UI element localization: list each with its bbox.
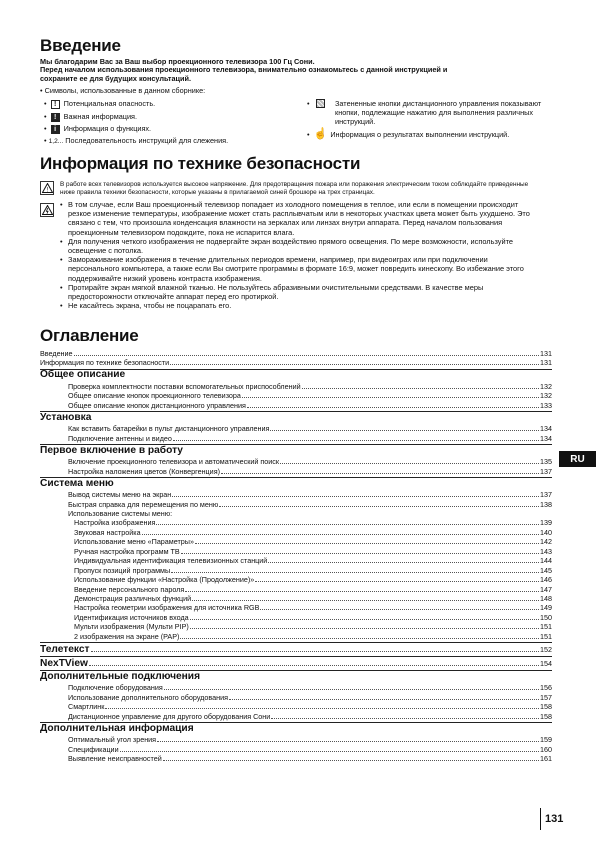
toc-section-title: Телетекст [40,643,90,655]
toc-page-number: 145 [540,565,552,575]
toc-entry-label: Подключение антенны и видео [68,433,172,443]
toc-entry[interactable] [74,547,552,556]
toc-entry[interactable] [68,457,552,466]
symbol-item-info: • i Информация о функциях. [44,124,152,133]
dot-leader [173,434,539,441]
symbol-item-danger: • ! Потенциальная опасность. [44,99,156,108]
toc-entry-label: Подключение оборудования [68,683,163,693]
page-number-divider [540,808,541,830]
dot-leader [190,613,539,620]
toc-section-title: Дополнительные подключения [40,670,201,682]
intro-line-2: Перед началом использования проекционного телевизора, внимательно ознакомьтесь с данной инструкцией и [40,65,448,75]
list-item: • Для получения четкого изображения не подвергайте экран воздействию прямого освещения. По мере возможности, используйте освещение с потолка. [60,236,513,256]
dot-leader [271,712,539,719]
toc-entry[interactable] [74,613,552,622]
toc-entry-label: Использование функции «Настройка (Продолжение)» [74,575,255,585]
dot-leader [105,702,539,709]
toc-page-number: 151 [540,631,552,641]
dot-leader [190,622,539,629]
toc-page-number: 138 [540,499,552,509]
dot-leader [157,735,539,742]
toc-section-entry[interactable] [40,657,552,669]
dot-leader [89,657,539,666]
dot-leader [156,518,539,525]
toc-entry[interactable] [74,632,552,641]
toc-entry-label: Спецификации [68,744,119,754]
toc-entry-label: Введение персонального пароля [74,584,185,594]
toc-entry[interactable] [40,349,552,358]
toc-entry[interactable] [68,382,552,391]
intro-line-1: Мы благодарим Вас за Ваш выбор проекционного телевизора 100 Гц Сони. [40,57,315,66]
section-divider [40,477,552,478]
toc-entry-label: Как вставить батарейки в пульт дистанционного управления [68,424,270,434]
shaded-buttons-icon [316,99,325,108]
dot-leader [260,603,539,610]
list-item: • В том случае, если Ваш проекционный телевизор попадает из холодного помещения в теплое, или если в помещении происходит резкое изменение температуры, изображение может стать расплывчатым или в некоторых участках цвета может быть ухудшено. Это связано с тем, что произошла конденсация влажности на зеркалах или линзах внутри аппарата. Перед началом пользования проекционным телевизором подождите, пока не испарится влага. [60,200,530,237]
symbols-heading: • Символы, использованные в данном сборнике: [40,86,206,95]
toc-entry-label: Информация по технике безопасности [40,358,170,368]
safety-paragraph: В работе всех телевизоров используется высокое напряжение. Для предотвращения пожара или поражения электрическим током соблюдайте приведенные ниже правила техники безопасности, которые указаны в прилагаемой синей брошюре на трех страницах. [60,181,529,197]
dot-leader [164,683,539,690]
toc-entry[interactable] [68,712,552,721]
toc-entry[interactable] [74,556,552,565]
toc-entry[interactable] [68,693,552,702]
toc-entry[interactable] [74,566,552,575]
steps-label: 1,2... [48,138,64,145]
toc-entry-label: Вывод системы меню на экран [68,490,172,500]
toc-entry[interactable] [68,401,552,410]
toc-entry-label: Ручная настройка программ ТВ [74,546,180,556]
toc-entry-label: Смартлинк [68,702,105,712]
toc-entry-label: Настройка геометрии изображения для источника RGB [74,603,260,613]
hand-icon: ☝ [313,128,328,140]
toc-entry[interactable] [74,537,552,546]
dot-leader [219,500,539,507]
symbol-item-steps: • 1,2... Последовательность инструкций для слежения. [44,136,229,145]
dot-leader [302,382,539,389]
danger-icon [40,181,54,195]
toc-entry[interactable] [74,622,552,631]
toc-page-number: 159 [540,735,552,745]
toc-page-number: 132 [540,391,552,401]
toc-entry-label: Оптимальный угол зрения [68,735,157,745]
language-tab: RU [559,451,596,467]
toc-page-number: 143 [540,546,552,556]
dot-leader [270,424,539,431]
toc-page-number: 158 [540,711,552,721]
toc-page-number: 160 [540,744,552,754]
dot-leader [192,594,539,601]
toc-page-number: 149 [540,603,552,613]
toc-entry[interactable] [68,683,552,692]
list-item: • Не касайтесь экрана, чтобы не поцарапать его. [60,301,232,311]
toc-page-number: 133 [540,400,552,410]
list-item: • Протирайте экран мягкой влажной тканью. Не пользуйтесь абразивными очистительными средствами. В качестве меры предосторожности отключайте аппарат перед его протиркой. [60,282,484,302]
toc-entry-label: Мульти изображения (Мульти PIP) [74,622,189,632]
toc-entry[interactable] [74,603,552,612]
toc-entry-label: Настройка наложения цветов (Конвергенция) [68,466,220,476]
symbol-item-result: • ☝ Информация о результатах выполнении инструкций. [307,128,510,140]
safety-text [60,181,536,198]
toc-entry-label: Пропуск позиций программы [74,565,171,575]
toc-entry-label: Использование дополнительного оборудования [68,692,228,702]
dot-leader [181,547,539,554]
dot-leader [185,585,539,592]
toc-entry-label: Дистанционное управление для другого оборудования Сони [68,711,271,721]
toc-entry[interactable] [68,490,552,499]
toc-page-number: 146 [540,575,552,585]
toc-page-number: 147 [540,584,552,594]
toc-entry-label: Проверка комплектности поставки вспомогательных приспособлений [68,381,301,391]
toc-entry-label: Общее описание кнопок дистанционного управления [68,400,246,410]
dot-leader [255,575,539,582]
toc-page-number: 135 [540,457,552,467]
toc-entry[interactable] [68,467,552,476]
section-divider [40,411,552,412]
toc-page-number: 134 [540,424,552,434]
toc-entry[interactable] [68,391,552,400]
intro-title: Введение [40,36,121,55]
toc-page-number: 140 [540,527,552,537]
toc-section-title: Первое включение в работу [40,444,183,456]
toc-entry[interactable] [74,585,552,594]
toc-entry-label: Звуковая настройка [74,527,141,537]
toc-section-title: Дополнительная информация [40,722,194,734]
toc-page-number: 137 [540,466,552,476]
toc-page-number: 148 [540,594,552,603]
toc-page-number: 131 [540,358,552,368]
toc-page-number: 144 [540,556,552,566]
dot-leader [142,528,539,535]
toc-section-title: Система меню [40,477,114,489]
svg-text:!: ! [46,187,48,193]
intro-text [40,58,540,83]
toc-entry-label: 2 изображения на экране (PAP) [74,631,180,641]
safety-title: Информация по технике безопасности [40,154,361,173]
toc-page-number: 156 [540,683,552,693]
toc-page-number: 152 [540,644,552,654]
toc-page-number: 154 [540,658,552,668]
toc-page-number: 139 [540,518,552,528]
toc-entry[interactable] [68,702,552,711]
dot-leader [195,537,539,544]
dot-leader [74,349,539,356]
dot-leader [247,401,539,408]
symbol-item-shaded-buttons: • Затененные кнопки дистанционного управления показывают кнопки, подлежащие нажатию для выполнения различных инструкций. [307,99,542,126]
dot-leader [91,643,539,652]
toc-page-number: 142 [540,537,552,547]
toc-title: Оглавление [40,326,139,345]
safety-bullets [60,200,538,310]
toc-entry[interactable] [68,745,552,754]
dot-leader [163,754,539,761]
toc-entry-label: Использование системы меню: [68,508,173,518]
toc-entry[interactable] [68,434,552,443]
toc-section-title: NexTView [40,657,88,669]
toc-entry-label: Идентификация источников входа [74,612,189,622]
toc-entry[interactable] [74,518,552,527]
toc-entry[interactable] [68,735,552,744]
symbol-item-important: • ! Важная информация. [44,112,138,121]
dot-leader [280,457,539,464]
important-icon: ! [51,113,60,122]
toc-entry-label: Выявление неисправностей [68,753,162,763]
toc-page-number: 131 [540,349,552,358]
toc-entry[interactable] [40,358,552,367]
toc-entry[interactable] [74,575,552,584]
toc-entry[interactable] [68,424,552,433]
toc-page-number: 158 [540,702,552,712]
page-number: 131 [545,813,564,825]
dot-leader [172,490,539,497]
dot-leader [120,745,539,752]
toc-section-title: Общее описание [40,369,126,381]
dot-leader [268,556,539,563]
dot-leader [180,632,539,639]
toc-entry-label: Включение проекционного телевизора и автоматический поиск [68,457,280,467]
dot-leader [171,566,539,573]
toc-entry-label: Введение [40,349,73,358]
toc-page-number: 134 [540,433,552,443]
intro-line-3: сохраните ее для будущих консультаций. [40,73,191,83]
info-icon: i [51,125,60,134]
list-item: • Замораживание изображения в течение длительных периодов времени, например, при видеоиграх или при подключении персонального компьютера, а также если Вы смотрите программы в формате 16:9, может повредить кинескопу. Во избежание этого поддерживайте низкий уровень контраста изображения. [60,255,524,283]
dot-leader [170,358,539,365]
toc-entry-label: Быстрая справка для перемещения по меню [68,499,219,509]
danger-icon: ! [51,100,60,109]
toc-entry[interactable] [68,509,552,518]
toc-entry-label: Общее описание кнопок проекционного телевизора [68,391,241,401]
toc-page-number: 157 [540,692,552,702]
toc-entry-label: Использование меню «Параметры» [74,537,194,547]
toc-section-title: Установка [40,411,92,423]
dot-leader [229,693,539,700]
toc-entry[interactable] [74,528,552,537]
toc-page-number: 151 [540,622,552,632]
toc-entry[interactable] [74,594,552,603]
lightning-warning-icon [40,203,54,217]
toc-entry[interactable] [68,754,552,763]
toc-entry[interactable] [68,500,552,509]
toc-section-entry[interactable] [40,643,552,655]
toc-page-number: 150 [540,612,552,622]
toc-page-number: 132 [540,381,552,391]
toc-entry-label: Настройка изображения [74,518,156,528]
toc-page-number: 137 [540,490,552,500]
toc-entry-label: Индивидуальная идентификация телевизионных станций [74,556,268,566]
dot-leader [221,467,539,474]
toc-entry-label: Демонстрация различных функций [74,594,192,603]
dot-leader [242,391,539,398]
toc-page-number: 161 [540,753,552,763]
